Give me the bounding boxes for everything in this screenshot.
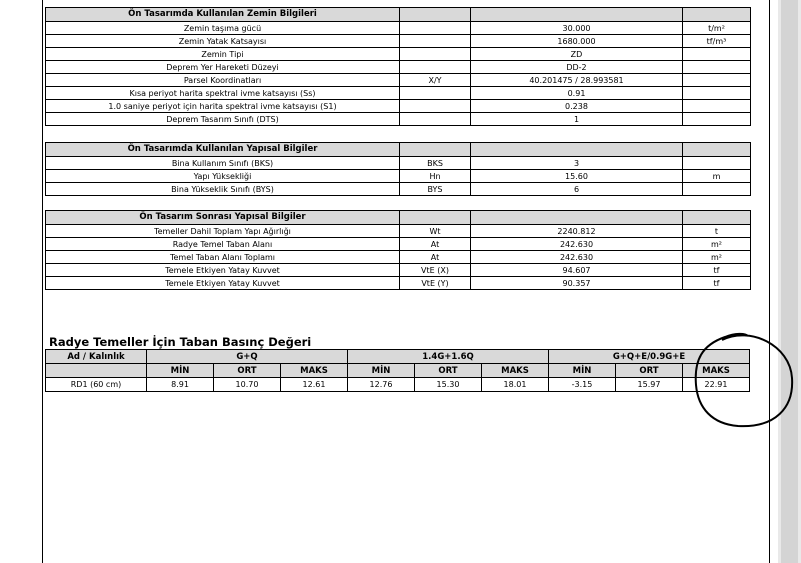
cell-label: Yapı Yüksekliği [46, 170, 400, 183]
cell-code [400, 35, 471, 48]
cell-value: 15.60 [471, 170, 683, 183]
cell-label: Temel Taban Alanı Toplamı [46, 251, 400, 264]
cell-value: 1680.000 [471, 35, 683, 48]
pressure-value: -3.15 [549, 378, 616, 392]
cell-code: BKS [400, 157, 471, 170]
pressure-value: 12.76 [348, 378, 415, 392]
cell-unit: m [683, 170, 751, 183]
cell-value: 30.000 [471, 22, 683, 35]
cell-unit [683, 87, 751, 100]
cell-unit: tf/m³ [683, 35, 751, 48]
cell-value: 90.357 [471, 277, 683, 290]
sonrasi-table-title: Ön Tasarım Sonrası Yapısal Bilgiler [46, 211, 400, 225]
table-row [46, 74, 751, 87]
table-row [46, 264, 751, 277]
cell-unit [683, 113, 751, 126]
cell-value: 2240.812 [471, 225, 683, 238]
cell-unit [683, 74, 751, 87]
sub-header: MAKS [683, 364, 750, 378]
table-row [46, 48, 751, 61]
cell-value: 6 [471, 183, 683, 196]
sub-header: ORT [214, 364, 281, 378]
cell-code: At [400, 238, 471, 251]
cell-code: Wt [400, 225, 471, 238]
yapisal-bilgiler-table [45, 142, 751, 196]
pressure-value: 18.01 [482, 378, 549, 392]
sub-header: MAKS [281, 364, 348, 378]
table-row [46, 225, 751, 238]
cell-code: VtE (X) [400, 264, 471, 277]
cell-code: X/Y [400, 74, 471, 87]
group-gqe: G+Q+E/0.9G+E [549, 350, 750, 364]
sub-header: MİN [549, 364, 616, 378]
cell-code [400, 48, 471, 61]
cell-value: ZD [471, 48, 683, 61]
cell-unit [683, 100, 751, 113]
col-ad-kalinlik: Ad / Kalınlık [46, 350, 147, 364]
cell-value: 94.607 [471, 264, 683, 277]
cell-unit: m² [683, 251, 751, 264]
cell-code [400, 87, 471, 100]
table-row [46, 277, 751, 290]
cell-value: 1 [471, 113, 683, 126]
cell-value: 0.91 [471, 87, 683, 100]
cell-value: DD-2 [471, 61, 683, 74]
cell-label: Temele Etkiyen Yatay Kuvvet [46, 277, 400, 290]
cell-label: Zemin taşıma gücü [46, 22, 400, 35]
table-row [46, 157, 751, 170]
scrollbar-track[interactable] [778, 0, 801, 563]
scrollbar-thumb[interactable] [781, 0, 798, 563]
cell-unit: tf [683, 277, 751, 290]
cell-unit [683, 48, 751, 61]
table-row [46, 251, 751, 264]
cell-label: Deprem Tasarım Sınıfı (DTS) [46, 113, 400, 126]
cell-label: Kısa periyot harita spektral ivme katsayısı (Ss) [46, 87, 400, 100]
table-row [46, 61, 751, 74]
cell-code: BYS [400, 183, 471, 196]
cell-unit: t/m² [683, 22, 751, 35]
pressure-value: 12.61 [281, 378, 348, 392]
yapisal-table-title: Ön Tasarımda Kullanılan Yapısal Bilgiler [46, 143, 400, 157]
cell-unit: t [683, 225, 751, 238]
cell-code [400, 22, 471, 35]
cell-label: Temele Etkiyen Yatay Kuvvet [46, 264, 400, 277]
table-row [46, 170, 751, 183]
cell-code: At [400, 251, 471, 264]
table-row [46, 238, 751, 251]
pressure-value: 8.91 [147, 378, 214, 392]
group-14g16q: 1.4G+1.6Q [348, 350, 549, 364]
cell-label: Deprem Yer Hareketi Düzeyi [46, 61, 400, 74]
table-row [46, 35, 751, 48]
group-gq: G+Q [147, 350, 348, 364]
cell-value: 40.201475 / 28.993581 [471, 74, 683, 87]
table-row [46, 183, 751, 196]
zemin-bilgileri-table [45, 7, 751, 126]
taban-basinc-title: Radye Temeller İçin Taban Basınç Değeri [49, 335, 312, 349]
cell-code [400, 100, 471, 113]
cell-label: Radye Temel Taban Alanı [46, 238, 400, 251]
table-row [46, 113, 751, 126]
row-name: RD1 (60 cm) [46, 378, 147, 392]
cell-value: 242.630 [471, 251, 683, 264]
pressure-value: 15.30 [415, 378, 482, 392]
sonrasi-bilgiler-table [45, 210, 751, 290]
cell-label: Zemin Tipi [46, 48, 400, 61]
cell-code [400, 113, 471, 126]
cell-code: Hn [400, 170, 471, 183]
cell-value: 242.630 [471, 238, 683, 251]
cell-label: Bina Kullanım Sınıfı (BKS) [46, 157, 400, 170]
table-row [46, 22, 751, 35]
pressure-value: 22.91 [683, 378, 750, 392]
cell-label: 1.0 saniye periyot için harita spektral ivme katsayısı (S1) [46, 100, 400, 113]
cell-unit: tf [683, 264, 751, 277]
pressure-value: 10.70 [214, 378, 281, 392]
cell-unit [683, 157, 751, 170]
table-row [46, 87, 751, 100]
sub-header: MİN [147, 364, 214, 378]
cell-unit [683, 183, 751, 196]
cell-code: VtE (Y) [400, 277, 471, 290]
sub-header: MİN [348, 364, 415, 378]
cell-value: 3 [471, 157, 683, 170]
sub-header: ORT [415, 364, 482, 378]
sub-header: MAKS [482, 364, 549, 378]
cell-code [400, 61, 471, 74]
cell-unit [683, 61, 751, 74]
cell-label: Zemin Yatak Katsayısı [46, 35, 400, 48]
sub-header: ORT [616, 364, 683, 378]
cell-label: Bina Yükseklik Sınıfı (BYS) [46, 183, 400, 196]
cell-label: Parsel Koordinatları [46, 74, 400, 87]
taban-basinc-table [45, 349, 750, 392]
table-row [46, 100, 751, 113]
zemin-table-title: Ön Tasarımda Kullanılan Zemin Bilgileri [46, 8, 400, 22]
cell-unit: m² [683, 238, 751, 251]
cell-label: Temeller Dahil Toplam Yapı Ağırlığı [46, 225, 400, 238]
cell-value: 0.238 [471, 100, 683, 113]
pressure-value: 15.97 [616, 378, 683, 392]
